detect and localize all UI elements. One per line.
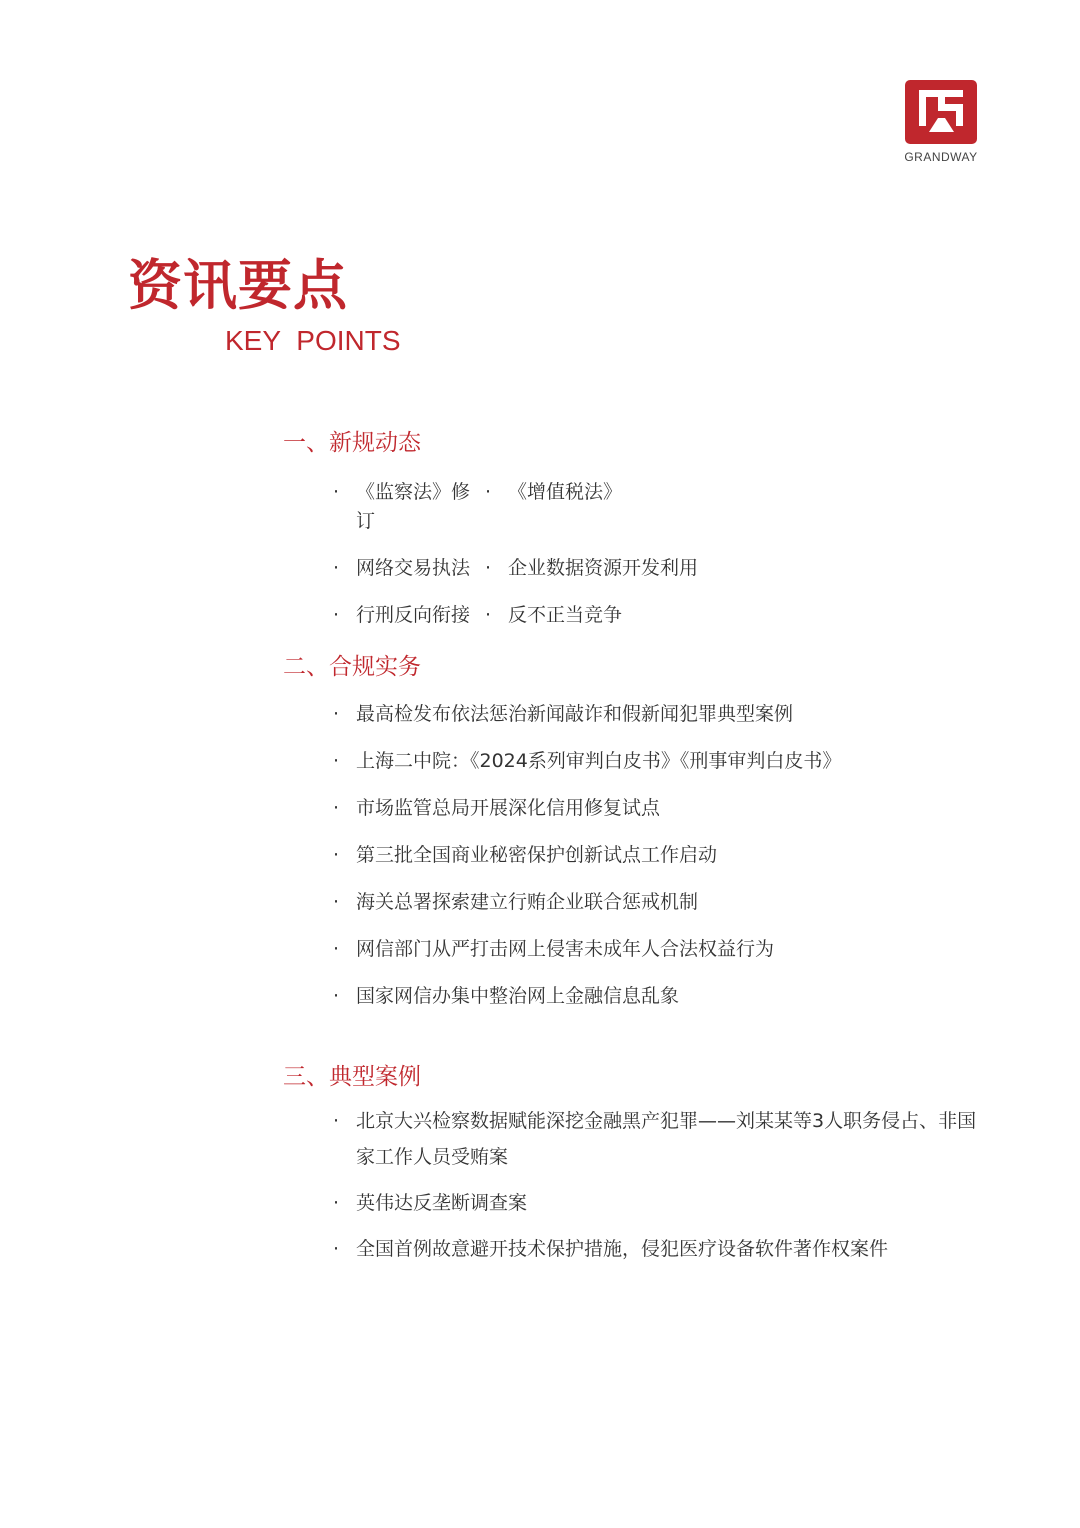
list-item: · 上海二中院：《2024系列审判白皮书》《刑事审判白皮书》 (283, 747, 983, 776)
bullet-list (283, 700, 983, 1011)
list-item: · 海关总署探索建立行贿企业联合惩戒机制 (283, 888, 983, 917)
list-item: · 网信部门从严打击网上侵害未成年人合法权益行为 (283, 935, 983, 964)
list-item: · 反不正当竞争 (485, 601, 745, 630)
list-item: · 最高检发布依法惩治新闻敲诈和假新闻犯罪典型案例 (283, 700, 983, 729)
section-new-regulations (283, 428, 983, 630)
bullet-list (283, 478, 983, 630)
section-typical-cases (283, 1062, 983, 1277)
list-item: · 《增值税法》 (485, 478, 745, 536)
list-item: · 行刑反向衔接 (283, 601, 485, 630)
bullet-list (283, 1103, 983, 1267)
list-item: · 市场监管总局开展深化信用修复试点 (283, 794, 983, 823)
list-item: · 全国首例故意避开技术保护措施，侵犯医疗设备软件著作权案件 (283, 1231, 983, 1267)
grandway-logo-icon (905, 80, 977, 144)
section-heading: 三、典型案例 (283, 1064, 421, 1090)
list-item: · 《监察法》修订 (283, 478, 485, 536)
section-heading: 二、合规实务 (283, 654, 421, 680)
list-item: · 国家网信办集中整治网上金融信息乱象 (283, 982, 983, 1011)
list-item: · 第三批全国商业秘密保护创新试点工作启动 (283, 841, 983, 870)
logo-text: GRANDWAY (904, 150, 978, 164)
page-title: 资讯要点 (128, 253, 348, 317)
list-item: · 企业数据资源开发利用 (485, 554, 745, 583)
page-subtitle: KEY POINTS (225, 325, 401, 356)
list-item: · 北京大兴检察数据赋能深挖金融黑产犯罪——刘某某等3人职务侵占、非国家工作人员受贿案 (283, 1103, 983, 1175)
section-heading: 一、新规动态 (283, 430, 421, 456)
list-item: · 网络交易执法 (283, 554, 485, 583)
list-item: · 英伟达反垄断调查案 (283, 1185, 983, 1221)
section-compliance-practice (283, 652, 983, 1029)
